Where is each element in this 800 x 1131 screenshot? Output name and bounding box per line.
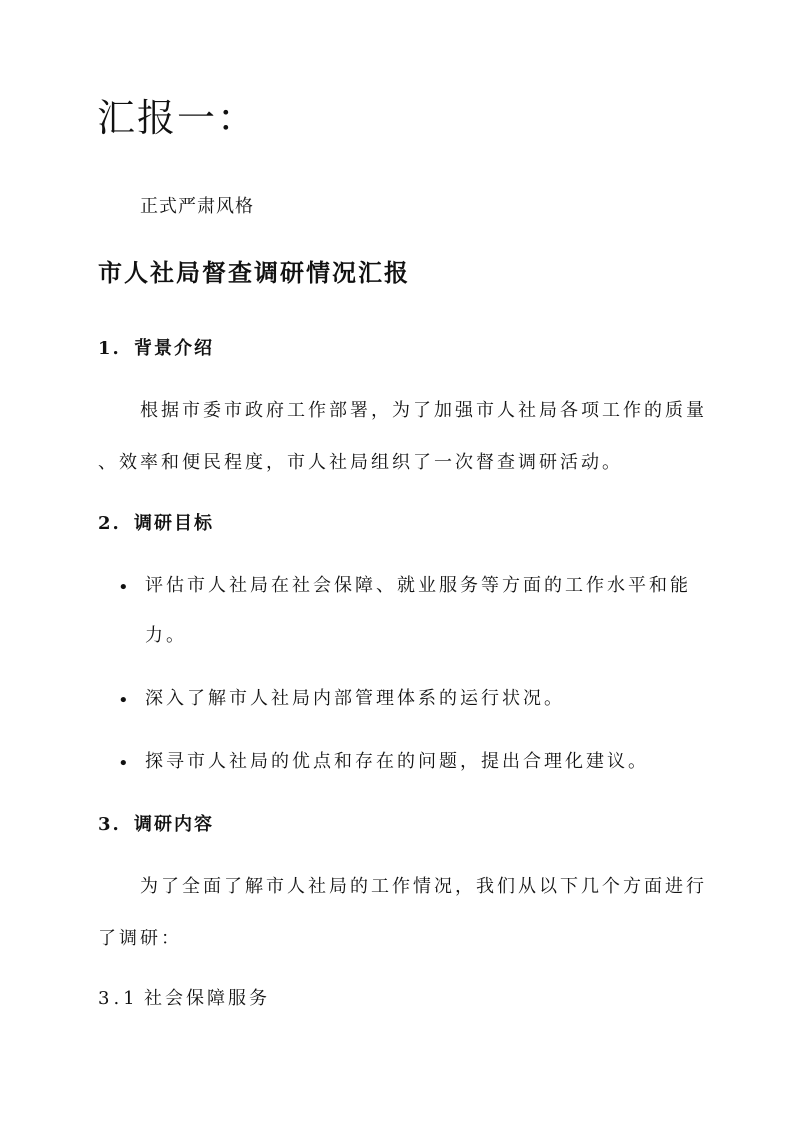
section-title: 调研目标 xyxy=(134,513,214,534)
section-title: 背景介绍 xyxy=(134,338,214,359)
bullet-marker: • xyxy=(118,753,129,774)
paragraph-line: 了调研： xyxy=(98,928,182,949)
paragraph-line: 为了全面了解市人社局的工作情况，我们从以下几个方面进行 xyxy=(140,876,707,897)
main-title: 汇报一： xyxy=(97,96,258,140)
style-note: 正式严肃风格 xyxy=(140,196,254,217)
bullet-text-line: 评估市人社局在社会保障、就业服务等方面的工作水平和能 xyxy=(145,575,691,596)
section-number: 3. xyxy=(98,814,121,835)
bullet-marker: • xyxy=(118,690,129,711)
subsection-title: 社会保障服务 xyxy=(144,988,270,1009)
bullet-text-line: 深入了解市人社局内部管理体系的运行状况。 xyxy=(145,688,565,709)
section-heading-content xyxy=(98,812,214,838)
paragraph-line: 根据市委市政府工作部署，为了加强市人社局各项工作的质量 xyxy=(140,400,707,421)
section-heading-objectives xyxy=(98,511,214,537)
subsection-number: 3.1 xyxy=(98,988,139,1009)
bullet-text-line: 探寻市人社局的优点和存在的问题，提出合理化建议。 xyxy=(145,751,649,772)
subsection-heading xyxy=(98,986,270,1012)
section-heading-background xyxy=(98,336,214,362)
section-number: 1. xyxy=(98,338,121,359)
section-title: 调研内容 xyxy=(134,814,214,835)
bullet-text-line: 力。 xyxy=(145,625,187,646)
bullet-marker: • xyxy=(118,577,129,598)
paragraph-line: 、效率和便民程度，市人社局组织了一次督查调研活动。 xyxy=(98,452,623,473)
document-title: 市人社局督查调研情况汇报 xyxy=(98,258,410,287)
section-number: 2. xyxy=(98,513,121,534)
